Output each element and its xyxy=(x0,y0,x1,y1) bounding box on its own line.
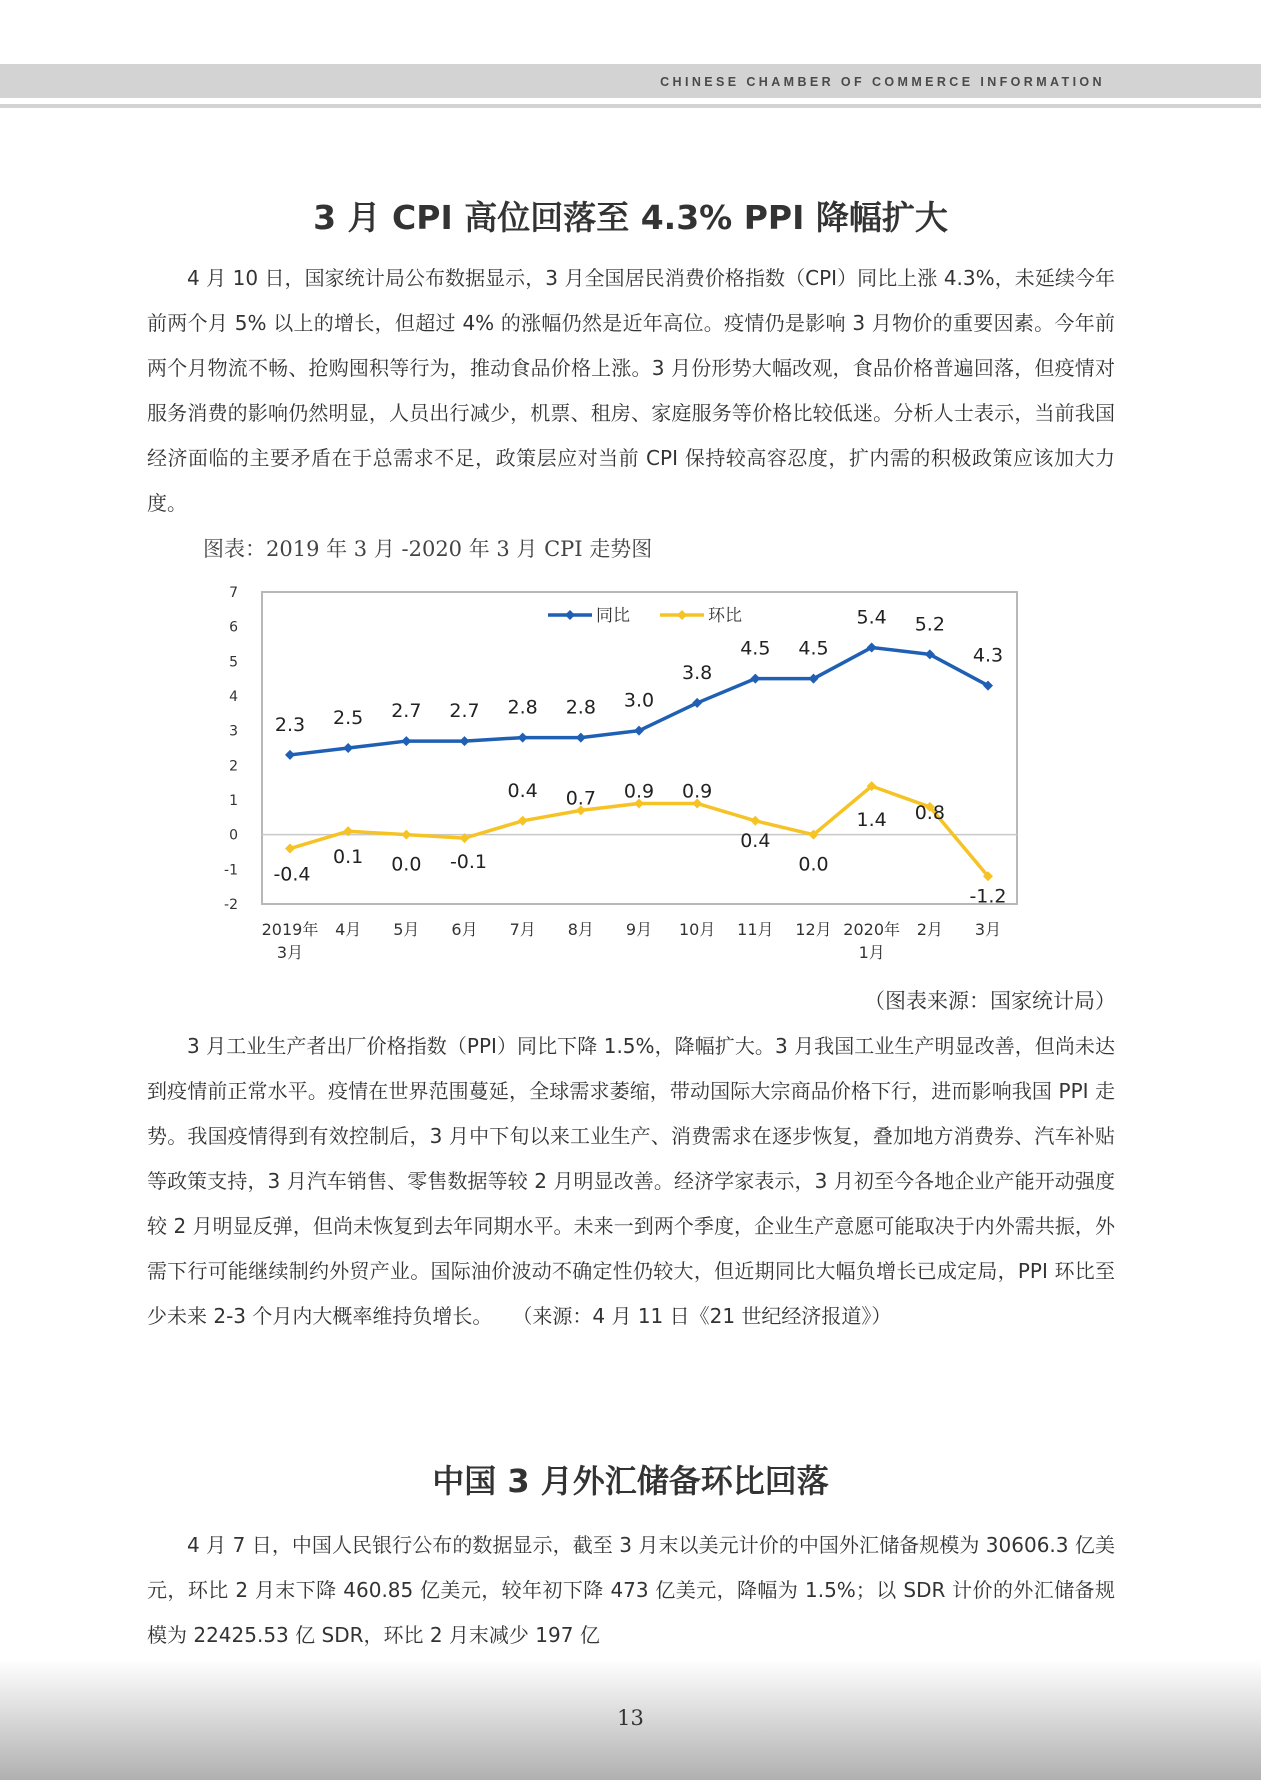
data-label-yoy: 3.8 xyxy=(682,661,713,684)
x-tick-label: 4月 xyxy=(335,920,362,939)
x-tick-label: 9月 xyxy=(625,920,653,939)
article-1-paragraph-2: 3 月工业生产者出厂价格指数（PPI）同比下降 1.5%，降幅扩大。3 月我国工业生产明显改善，但尚未达到疫情前正常水平。疫情在世界范围蔓延，全球需求萎缩，带动国际大宗商品价格下行，进而影响我国 PPI 走势。我国疫情得到有效控制后，3 月中下旬以来工业生产、消费需求在逐步恢复，叠加地方消费券、汽车补贴等政策支持，3 月汽车销售、零售数据等较 2 月明显改善。经济学家表示，3 月初至今各地企业产能开动强度较 2 月明显反弹，但尚未恢复到去年同期水平。未来一到两个季度，企业生产意愿可能取决于内外需共振，外需下行可能继续制约外贸产业。国际油价波动不确定性仍较大，但近期同比大幅负增长已成定局，PPI 环比至少未来 2-3 个月内大概率维持负增长。 （来源：4 月 11 日《21 世纪经济报道》） xyxy=(147,1034,1115,1328)
chart-source: （图表来源：国家统计局） xyxy=(864,989,1116,1013)
article-1-paragraph-1: 4 月 10 日，国家统计局公布数据显示，3 月全国居民消费价格指数（CPI）同比上涨 4.3%，未延续今年前两个月 5% 以上的增长，但超过 4% 的涨幅仍然是近年高位。疫情仍是影响 3 月物价的重要因素。今年前两个月物流不畅、抢购囤积等行为，推动食品价格上涨。3 月份形势大幅改观，食品价格普遍回落，但疫情对服务消费的影响仍然明显，人员出行减少，机票、租房、家庭服务等价格比较低迷。分析人士表示，当前我国经济面临的主要矛盾在于总需求不足，政策层应对当前 CPI 保持较高容忍度，扩内需的积极政策应该加大力度。 xyxy=(147,266,1115,515)
y-tick-label: 4 xyxy=(229,689,238,705)
data-label-yoy: 2.8 xyxy=(507,696,538,719)
data-label-mom: 0.8 xyxy=(914,801,945,824)
data-label-mom: 0.9 xyxy=(682,780,713,803)
legend-label: 同比 xyxy=(596,606,630,626)
x-tick-label: 5月 xyxy=(393,920,420,939)
article-2-paragraph-1: 4 月 7 日，中国人民银行公布的数据显示，截至 3 月末以美元计价的中国外汇储备规模为 30606.3 亿美元，环比 2 月末下降 460.85 亿美元，较年初下降 473 亿美元，降幅为 1.5%；以 SDR 计价的外汇储备规模为 22425.53 亿 SDR，环比 2 月末减少 197 亿 xyxy=(147,1533,1115,1647)
data-label-yoy: 3.0 xyxy=(623,689,655,712)
data-label-mom: 0.4 xyxy=(740,829,771,852)
x-tick-label: 2月 xyxy=(916,920,943,939)
y-tick-label: 2 xyxy=(229,758,238,775)
data-label-yoy: 4.5 xyxy=(798,637,829,660)
y-tick-label: 5 xyxy=(229,654,238,671)
data-label-mom: -0.1 xyxy=(449,851,488,874)
y-tick-label: 7 xyxy=(229,585,238,601)
data-label-mom: 0.9 xyxy=(623,780,655,803)
data-label-yoy: 4.3 xyxy=(972,644,1004,667)
article-1-title: 3 月 CPI 高位回落至 4.3% PPI 降幅扩大 xyxy=(313,198,948,237)
y-tick-label: 0 xyxy=(229,827,238,844)
data-label-mom: 0.1 xyxy=(333,846,364,869)
x-tick-label: 3月 xyxy=(276,943,304,962)
chart-plot-frame xyxy=(262,592,1017,904)
data-label-mom: 0.7 xyxy=(565,787,596,810)
data-label-yoy: 2.7 xyxy=(391,700,422,723)
data-label-yoy: 2.5 xyxy=(333,707,364,729)
x-tick-label: 7月 xyxy=(509,920,536,939)
x-tick-label: 2019年 xyxy=(261,920,319,939)
data-label-yoy: 5.4 xyxy=(856,606,887,629)
x-tick-label: 1月 xyxy=(858,943,885,962)
x-tick-label: 8月 xyxy=(567,920,594,939)
y-tick-label: -1 xyxy=(224,862,238,879)
article-2-title: 中国 3 月外汇储备环比回落 xyxy=(432,1462,829,1500)
publication-name: CHINESE CHAMBER OF COMMERCE INFORMATION xyxy=(660,75,1105,89)
y-tick-label: 1 xyxy=(229,793,238,809)
data-label-mom: 0.0 xyxy=(391,853,422,876)
page-number: 13 xyxy=(617,1706,644,1730)
x-tick-label: 11月 xyxy=(737,920,774,939)
chart-caption: 图表：2019 年 3 月 -2020 年 3 月 CPI 走势图 xyxy=(203,537,653,561)
data-label-mom: -0.4 xyxy=(273,863,311,886)
data-label-mom: 0.0 xyxy=(798,853,829,876)
x-tick-label: 3月 xyxy=(974,920,1002,939)
data-label-yoy: 5.2 xyxy=(914,613,945,636)
data-label-yoy: 2.7 xyxy=(449,700,480,723)
data-label-yoy: 2.3 xyxy=(274,713,306,736)
x-tick-label: 2020年 xyxy=(843,920,901,939)
data-label-mom: -1.2 xyxy=(969,885,1007,908)
data-label-yoy: 2.8 xyxy=(565,696,596,719)
x-tick-label: 12月 xyxy=(795,920,832,939)
x-tick-label: 6月 xyxy=(451,920,478,939)
legend-label: 环比 xyxy=(708,606,742,626)
y-tick-label: 3 xyxy=(229,723,238,740)
y-tick-label: 6 xyxy=(229,619,238,636)
y-tick-label: -2 xyxy=(224,897,238,913)
data-label-yoy: 4.5 xyxy=(740,637,771,660)
data-label-mom: 1.4 xyxy=(856,809,887,832)
x-tick-label: 10月 xyxy=(678,920,716,939)
data-label-mom: 0.4 xyxy=(507,779,538,802)
